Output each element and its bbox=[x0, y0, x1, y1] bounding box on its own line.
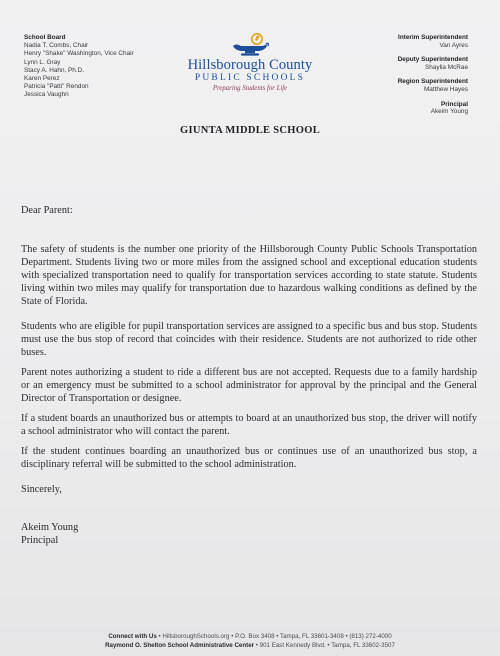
footer-line-2 bbox=[0, 642, 500, 651]
lamp-of-learning-icon bbox=[227, 32, 273, 58]
logo-name-line2: PUBLIC SCHOOLS bbox=[194, 73, 306, 83]
school-board-heading: School Board bbox=[24, 34, 66, 41]
letter-footer bbox=[0, 633, 500, 650]
letter-paragraph: If the student continues boarding an unauthorized bus or continues use of an unauthorized bus stop, a disciplinary referral will be submitted to the school administration. bbox=[21, 446, 477, 470]
administration-list bbox=[398, 34, 468, 123]
admin-role: Deputy Superintendent bbox=[397, 56, 468, 64]
board-member: Stacy A. Hahn, Ph.D. bbox=[24, 66, 85, 74]
board-member: Jessica Vaughn bbox=[24, 91, 69, 99]
admin-name: Matthew Hayes bbox=[423, 85, 468, 93]
board-member: Nadia T. Combs, Chair bbox=[24, 42, 89, 50]
admin-name: Shaylia McRae bbox=[425, 63, 468, 71]
letter-paragraph: Students who are eligible for pupil transportation services are assigned to a specific bus and bus stop. Students must use the bus stop of record that coincides with their residence. Students are not authorized to ride other buses. bbox=[21, 321, 477, 358]
admin-role: Principal bbox=[441, 100, 468, 108]
letter-closing: Sincerely, bbox=[21, 484, 62, 495]
school-name-heading: GIUNTA MIDDLE SCHOOL bbox=[180, 125, 320, 136]
footer-connect-label: Connect with Us bbox=[108, 633, 157, 640]
footer-center-label: Raymond O. Shelton School Administrative Center bbox=[105, 641, 255, 649]
signer-title: Principal bbox=[21, 535, 59, 546]
letter-paragraph: The safety of students is the number one priority of the Hillsborough County Public Schools Transportation Department. Students living two or more miles from the assigned school and exceptional education students with specialized transportation need to qualify for transportation services according to state statute. Students living within two miles may qualify for transportation due to hazardous walking conditions as defined by the State of Florida. bbox=[21, 244, 477, 307]
admin-role: Interim Superintendent bbox=[398, 34, 468, 41]
admin-entry bbox=[398, 78, 468, 93]
signature-block bbox=[21, 521, 78, 547]
school-board-list bbox=[24, 34, 134, 100]
board-member: Karen Perez bbox=[24, 75, 60, 83]
district-logo bbox=[180, 32, 320, 93]
footer-line-1 bbox=[0, 633, 500, 642]
admin-name: Van Ayres bbox=[439, 41, 468, 49]
admin-name: Akeim Young bbox=[430, 108, 468, 116]
salutation: Dear Parent: bbox=[21, 205, 73, 216]
board-member: Henry "Shake" Washington, Vice Chair bbox=[24, 50, 134, 58]
board-member: Patricia "Patti" Rendon bbox=[24, 83, 89, 91]
footer-center-details: • 901 East Kennedy Blvd. • Tampa, FL 33602-3507 bbox=[254, 641, 395, 649]
signer-name: Akeim Young bbox=[21, 522, 79, 533]
logo-tagline: Preparing Students for Life bbox=[212, 85, 288, 92]
admin-role: Region Superintendent bbox=[397, 78, 468, 86]
logo-name-line1: Hillsborough County bbox=[187, 57, 313, 73]
footer-connect-details: • HillsboroughSchools.org • P.O. Box 3408 • Tampa, FL 33601-3408 • (813) 272-4000 bbox=[156, 633, 392, 640]
admin-entry bbox=[398, 34, 468, 49]
letter-paragraph: If a student boards an unauthorized bus or attempts to board at an unauthorized bus stop, the driver will notify a school administrator who will contact the parent. bbox=[21, 413, 477, 437]
admin-entry bbox=[398, 56, 468, 71]
board-member: Lynn L. Gray bbox=[24, 58, 61, 66]
admin-entry bbox=[398, 101, 468, 116]
letter-paragraph: Parent notes authorizing a student to ride a different bus are not accepted. Requests due to a family hardship or an emergency must be submitted to a school administrator for approval by the principal and the General Director of Transportation or designee. bbox=[21, 367, 477, 404]
